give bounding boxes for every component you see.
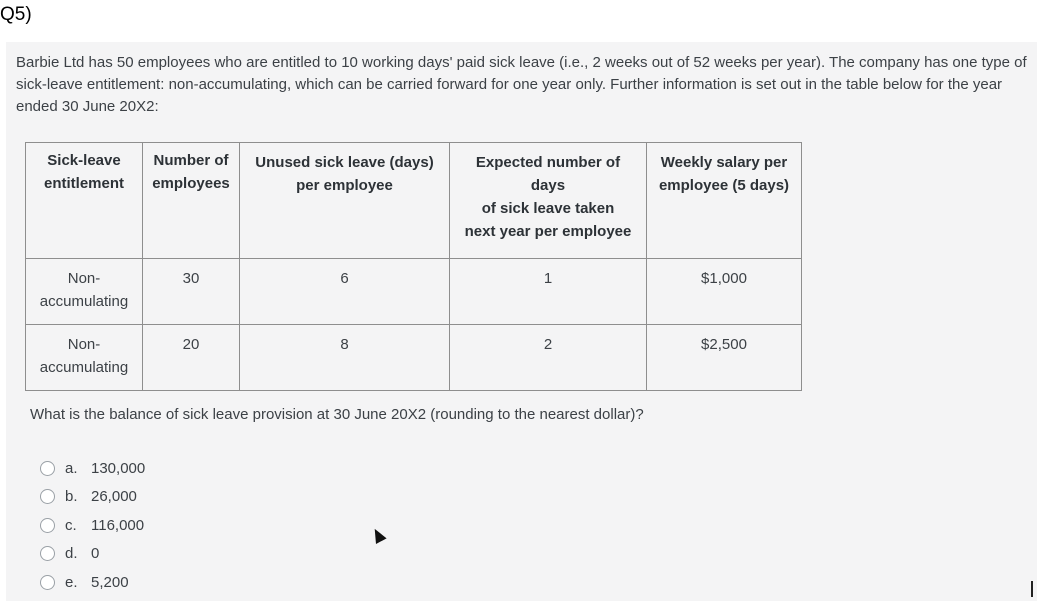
option-letter: a. (65, 459, 78, 477)
radio-button-icon[interactable] (40, 489, 55, 504)
option-b[interactable] (40, 483, 145, 512)
table-row (26, 325, 802, 391)
cell-expected: 1 (450, 259, 647, 325)
question-number: Q5) (0, 4, 32, 25)
cell-unused: 6 (240, 259, 450, 325)
option-value: 130,000 (91, 459, 146, 477)
option-letter: b. (65, 488, 78, 506)
header-employees (143, 143, 240, 259)
header-expected-next-year: next year (464, 223, 535, 240)
intro-text: Barbie Ltd has 50 employees who are entitled to 10 working days' paid sick leave (i.e., 2 weeks out of 52 weeks per year). The company has one type of sick-leave entitlement: non-accumulating, which can be carried forward for one year only. Further information is set out in the table below for the year ended 30 June 20X2: (16, 54, 1027, 115)
option-c[interactable] (40, 511, 145, 540)
question-panel (6, 42, 1037, 601)
cell-unused: 8 (240, 325, 450, 391)
radio-button-icon[interactable] (40, 575, 55, 590)
cell-employees: 20 (143, 325, 240, 391)
table-header-row (26, 143, 802, 259)
header-expected-label: Expected number of days (475, 154, 621, 194)
option-letter: d. (65, 545, 78, 563)
option-value: 0 (91, 545, 100, 563)
sick-leave-table (25, 142, 802, 391)
answer-options (40, 454, 145, 597)
cell-salary: $2,500 (647, 325, 802, 391)
table-row (26, 259, 802, 325)
header-employees-label: Number of employees (152, 152, 230, 192)
option-a[interactable] (40, 454, 145, 483)
cell-entitlement: Non-accumulating (26, 259, 143, 325)
cell-entitlement: Non-accumulating (26, 325, 143, 391)
option-value: 5,200 (91, 573, 129, 591)
option-letter: e. (65, 573, 78, 591)
option-value: 116,000 (91, 516, 145, 534)
mouse-pointer-icon (369, 526, 386, 544)
radio-button-icon[interactable] (40, 461, 55, 476)
header-expected-per-employee: per employee (534, 223, 632, 240)
header-unused-per-employee: per employee (296, 177, 393, 194)
radio-button-icon[interactable] (40, 546, 55, 561)
option-value: 26,000 (91, 488, 137, 506)
header-expected-sub: of sick leave taken (481, 200, 615, 217)
option-letter: c. (65, 516, 77, 534)
cell-salary: $1,000 (647, 259, 802, 325)
cell-employees: 30 (143, 259, 240, 325)
option-e[interactable] (40, 568, 145, 597)
header-entitlement (26, 143, 143, 259)
header-expected (450, 143, 647, 259)
header-entitlement-label: Sick-leave entitlement (43, 152, 124, 192)
header-salary-label: Weekly salary per employee (5 days) (658, 154, 790, 194)
header-unused-label: Unused sick leave (days) (255, 154, 434, 171)
radio-button-icon[interactable] (40, 518, 55, 533)
header-unused (240, 143, 450, 259)
cell-expected: 2 (450, 325, 647, 391)
question-text: What is the balance of sick leave provision at 30 June 20X2 (rounding to the nearest dollar)? (30, 406, 644, 423)
header-salary (647, 143, 802, 259)
option-d[interactable] (40, 540, 145, 569)
text-caret-icon (1031, 581, 1033, 597)
